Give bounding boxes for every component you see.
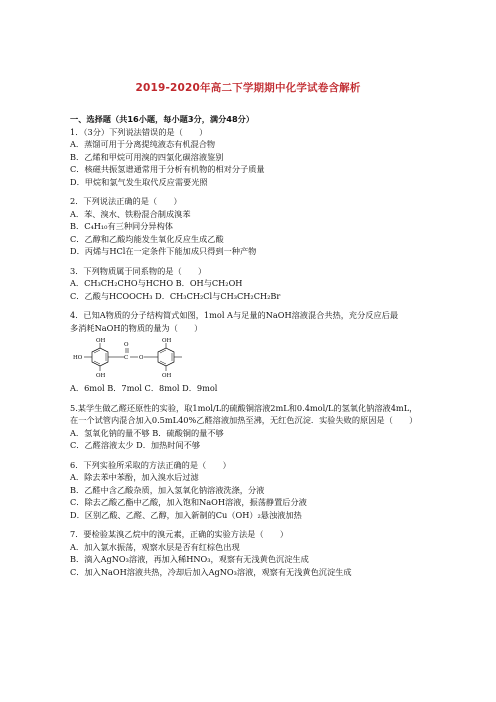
option: A．加入氯水振荡，观察水层是否有红棕色出现 bbox=[70, 541, 240, 552]
option: C．加入NaOH溶液共热，冷却后加入AgNO₃溶液，观察有无浅黄色沉淀生成 bbox=[70, 566, 352, 577]
molecule-structure-figure bbox=[70, 336, 210, 380]
question-stem: 2．下列说法正确的是（ ） bbox=[70, 196, 182, 206]
option: A．氢氧化钠的量不够 B．硫酸铜的量不够 bbox=[70, 427, 224, 438]
question-stem: 多消耗NaOH的物质的量为（ ） bbox=[70, 322, 203, 333]
section-heading: 一、选择题（共16小题，每小题3分，满分48分） bbox=[70, 114, 255, 124]
option: D．甲烷和氯气发生取代反应需要光照 bbox=[70, 176, 208, 187]
option: B．C₄H₁₀有三种同分异构体 bbox=[70, 221, 173, 231]
option: A．苯、溴水、铁粉混合制成溴苯 bbox=[70, 208, 191, 219]
molecule-label-ho: HO bbox=[73, 355, 83, 361]
question-stem: 6．下列实验所采取的方法正确的是（ ） bbox=[70, 459, 231, 470]
question-stem: 4．已知A物质的分子结构简式如图，1mol A与足量的NaOH溶液混合共热，充分反应后最 bbox=[70, 310, 399, 320]
option: B．乙醛中含乙酸杂质，加入氢氧化钠溶液洗涤，分液 bbox=[70, 484, 265, 495]
option: A．6mol B．7mol C．8mol D．9mol bbox=[70, 383, 218, 393]
page-title: 2019-2020年高二下学期期中化学试卷含解析 bbox=[135, 82, 361, 94]
option: A．蒸馏可用于分离提纯液态有机混合物 bbox=[70, 139, 216, 149]
question-stem: 7．要检验某溴乙烷中的溴元素，正确的实验方法是（ ） bbox=[70, 529, 289, 539]
molecule-label-oh: OH bbox=[96, 373, 106, 379]
option: D．丙烯与HCl在一定条件下能加成只得到一种产物 bbox=[70, 246, 257, 256]
option: D．区别乙酸、乙醛、乙醇，加入新制的Cu（OH）₂悬浊液加热 bbox=[70, 509, 302, 520]
option: C．乙醇和乙酸均能发生氧化反应生成乙酸 bbox=[70, 233, 224, 244]
question-content bbox=[70, 113, 440, 578]
molecule-label-o: O bbox=[124, 342, 129, 348]
benzene-ring-left bbox=[92, 348, 108, 366]
option: C．核磁共振氢谱通常用于分析有机物的相对分子质量 bbox=[70, 164, 265, 174]
molecule-label-oh: OH bbox=[162, 373, 172, 379]
question-stem: 3．下列物质属于同系物的是（ ） bbox=[70, 265, 207, 276]
option: C．乙酸与HCOOCH₃ D．CH₃CH₂Cl与CH₃CH₂CH₂Br bbox=[70, 290, 281, 301]
benzene-ring-right bbox=[158, 348, 174, 366]
option: A．CH₃CH₂CHO与HCHO B．OH与CH₂OH bbox=[70, 278, 243, 288]
option: A．除去苯中苯酚，加入溴水后过滤 bbox=[70, 472, 199, 482]
option: C．乙醛溶液太少 D．加热时间不够 bbox=[70, 440, 201, 450]
option: C．除去乙酸乙酯中乙酸，加入饱和NaOH溶液，振荡静置后分液 bbox=[70, 497, 307, 507]
molecule-label-c: C bbox=[124, 355, 129, 361]
molecule-label-oh: OH bbox=[162, 338, 172, 344]
question-stem: 5.某学生做乙醛还原性的实验，取1mol/L的硫酸铜溶液2mL和0.4mol/L的氢氧化钠溶液4mL， bbox=[70, 402, 418, 413]
option: B．滴入AgNO₃溶液，再加入稀HNO₃，观察有无浅黄色沉淀生成 bbox=[70, 554, 309, 564]
molecule-label-oh: OH bbox=[96, 338, 106, 344]
molecule-label-o: O bbox=[139, 355, 144, 361]
question-stem: 1．（3分）下列说法错误的是（ ） bbox=[70, 126, 208, 137]
option: B．乙烯和甲烷可用溴的四氯化碳溶液鉴别 bbox=[70, 151, 224, 162]
question-stem: 在一个试管内混合加入0.5mL40%乙醛溶液加热至沸，无红色沉淀．实验失败的原因是（ ） bbox=[70, 415, 418, 425]
